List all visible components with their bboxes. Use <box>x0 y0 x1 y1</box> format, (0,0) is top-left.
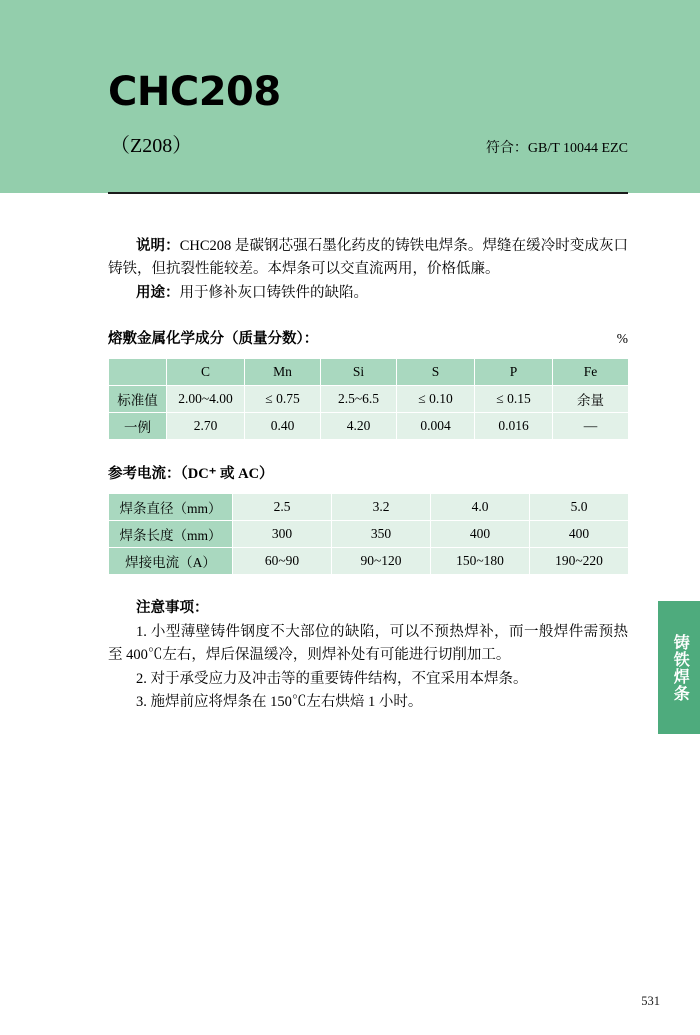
table-row <box>109 548 629 575</box>
current-table <box>108 493 629 575</box>
description-text: CHC208 是碳钢芯强石墨化药皮的铸铁电焊条。焊缝在缓冷时变成灰口铸铁，但抗裂性能较差。本焊条可以交直流两用，价格低廉。 <box>108 238 629 278</box>
note-item-1: 1. 小型薄壁铸件钢度不大部位的缺陷，可以不预热焊补，而一般焊件需预热至 400℃左右，焊后保温缓冷，则焊补处有可能进行切削加工。 <box>108 623 628 664</box>
composition-header-mn: Mn <box>245 359 321 386</box>
composition-title: 熔敷金属化学成分（质量分数）： <box>108 331 319 348</box>
current-row-2-v1: 90~120 <box>332 548 431 575</box>
current-row-0-label: 焊条直径（mm） <box>109 494 233 521</box>
header-divider <box>108 192 628 194</box>
composition-header-si: Si <box>321 359 397 386</box>
header-inner <box>108 0 628 193</box>
table-row <box>109 494 629 521</box>
current-row-0-v2: 4.0 <box>431 494 530 521</box>
composition-row-1-c: 2.70 <box>167 413 245 440</box>
composition-row-1-fe: — <box>553 413 629 440</box>
current-row-1-label: 焊条长度（mm） <box>109 521 233 548</box>
current-row-1-v1: 350 <box>332 521 431 548</box>
composition-header-blank <box>109 359 167 386</box>
current-row-2-label: 焊接电流（A） <box>109 548 233 575</box>
side-tab-category <box>658 601 700 734</box>
notes-title: 注意事项： <box>136 600 209 617</box>
composition-row-1-label: 一例 <box>109 413 167 440</box>
composition-row-0-p: ≤ 0.15 <box>475 386 553 413</box>
usage-label: 用途： <box>136 284 180 301</box>
standard-reference: 符合：GB/T 10044 EZC <box>485 141 628 156</box>
current-row-2-v0: 60~90 <box>233 548 332 575</box>
composition-unit: % <box>616 331 628 347</box>
composition-table <box>108 358 629 440</box>
composition-row-0-fe: 余量 <box>553 386 629 413</box>
usage-paragraph <box>108 282 628 305</box>
current-row-2-v2: 150~180 <box>431 548 530 575</box>
current-title: 参考电流：（DC⁺ 或 AC） <box>108 466 274 483</box>
note-item-2: 2. 对于承受应力及冲击等的重要铸件结构，不宜采用本焊条。 <box>136 670 528 687</box>
current-row-2-v3: 190~220 <box>530 548 629 575</box>
side-tab-label: 铸铁焊条 <box>671 633 689 702</box>
composition-row-0-label: 标准值 <box>109 386 167 413</box>
page-title: CHC208 <box>108 69 281 115</box>
composition-row-1-s: 0.004 <box>397 413 475 440</box>
current-row-0-v1: 3.2 <box>332 494 431 521</box>
current-row-1-v3: 400 <box>530 521 629 548</box>
composition-row-0-c: 2.00~4.00 <box>167 386 245 413</box>
page-number: 531 <box>641 994 660 1008</box>
composition-row-0-si: 2.5~6.5 <box>321 386 397 413</box>
content-area <box>108 235 628 715</box>
usage-text: 用于修补灰口铸铁件的缺陷。 <box>179 284 368 301</box>
table-row <box>109 521 629 548</box>
composition-title-row <box>108 327 628 348</box>
note-item-3: 3. 施焊前应将焊条在 150℃左右烘焙 1 小时。 <box>136 694 423 711</box>
composition-row-0-s: ≤ 0.10 <box>397 386 475 413</box>
table-header-row <box>109 359 629 386</box>
notes-section <box>108 597 628 714</box>
composition-header-p: P <box>475 359 553 386</box>
composition-row-1-mn: 0.40 <box>245 413 321 440</box>
composition-header-c: C <box>167 359 245 386</box>
current-row-0-v0: 2.5 <box>233 494 332 521</box>
table-row <box>109 386 629 413</box>
page-subtitle: （Z208） <box>110 135 193 157</box>
current-title-row <box>108 462 628 483</box>
current-row-0-v3: 5.0 <box>530 494 629 521</box>
composition-row-1-si: 4.20 <box>321 413 397 440</box>
header-band <box>0 0 700 193</box>
current-row-1-v2: 400 <box>431 521 530 548</box>
description-paragraph <box>108 235 628 282</box>
description-label: 说明： <box>136 238 180 254</box>
composition-header-s: S <box>397 359 475 386</box>
composition-header-fe: Fe <box>553 359 629 386</box>
composition-row-0-mn: ≤ 0.75 <box>245 386 321 413</box>
composition-row-1-p: 0.016 <box>475 413 553 440</box>
current-row-1-v0: 300 <box>233 521 332 548</box>
table-row <box>109 413 629 440</box>
